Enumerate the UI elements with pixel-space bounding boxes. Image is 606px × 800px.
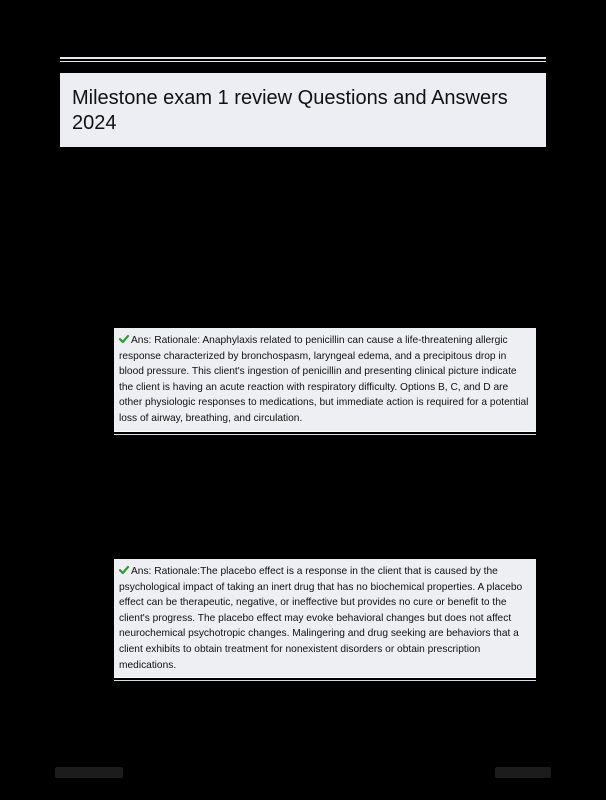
header-rule-thick (60, 57, 546, 59)
document-title-box (60, 73, 546, 147)
answer-text-2: Ans: Rationale:The placebo effect is a response in the client that is caused by the psychological impact of taking an inert drug that has no biochemical properties. A placebo effect can be therapeutic, negative, or ineffective but provides no cure or benefit to the client's progress. The placebo effect may evoke behavioral changes but does not affect neurochemical psychotropic changes. Malingering and drug seeking are behaviors that a client exhibits to obtain treatment for nonexistent disorders or obtain prescription medications. (119, 566, 523, 671)
answer-box-2 (114, 559, 536, 678)
check-icon (119, 334, 129, 344)
header-rule-thin (60, 61, 546, 62)
document-title: Milestone exam 1 review Questions and Answers 2024 (72, 87, 508, 134)
answer-underline-2 (114, 680, 536, 681)
footer-left-redacted (55, 767, 123, 778)
answer-text-1: Ans: Rationale: Anaphylaxis related to penicillin can cause a life-threatening allergic response characterized by bronchospasm, laryngeal edema, and a precipitous drop in blood pressure. This client's ingestion of penicillin and presenting clinical picture indicate the client is having an acute reaction with respiratory difficulty. Options B, C, and D are other physiologic responses to medications, but immediate action is required for a potential loss of airway, breathing, and circulation. (119, 335, 529, 424)
answer-box-1 (114, 328, 536, 432)
footer-right-redacted (495, 767, 551, 778)
check-icon (119, 565, 129, 575)
answer-underline-1 (114, 434, 536, 435)
